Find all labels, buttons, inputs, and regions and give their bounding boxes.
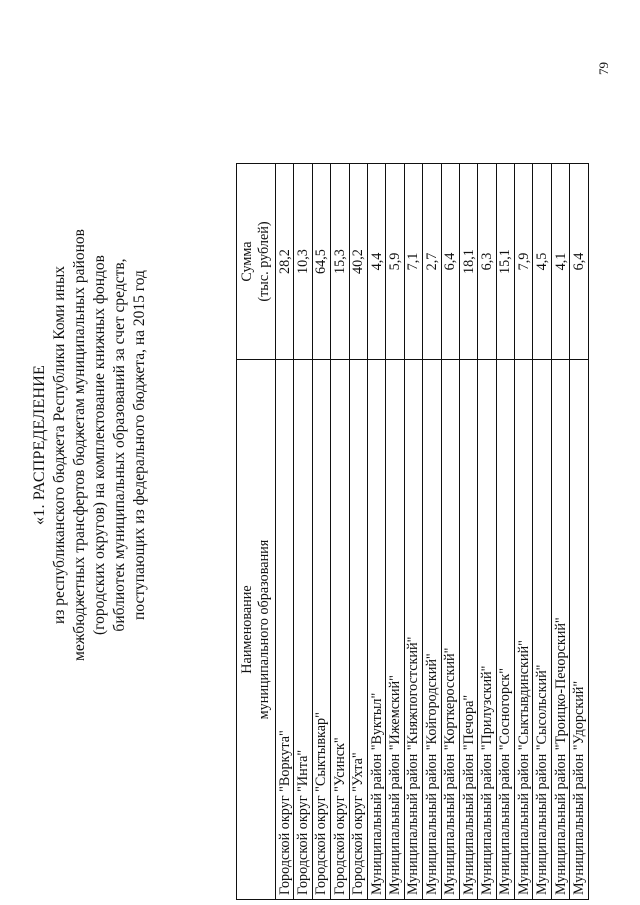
- amount-value: 40,2: [349, 164, 367, 360]
- municipality-name: Муниципальный район "Корткеросский": [441, 360, 459, 900]
- table-row: [276, 164, 294, 900]
- municipality-name: Муниципальный район "Троицко-Печорский": [551, 360, 569, 900]
- amount-value: 4,1: [551, 164, 569, 360]
- municipality-name: Муниципальный район "Княжпогостский": [404, 360, 422, 900]
- amount-value: 10,3: [294, 164, 312, 360]
- table-header-row: [237, 164, 276, 900]
- municipality-name: Муниципальный район "Койгородский": [423, 360, 441, 900]
- table-row: [404, 164, 422, 900]
- table-body: [276, 164, 589, 900]
- table-row: [367, 164, 385, 900]
- amount-value: 2,7: [423, 164, 441, 360]
- document-heading: [30, 135, 150, 755]
- heading-line: библиотек муниципальных образований за счет средств,: [111, 258, 128, 632]
- heading-line: (городских округов) на комплектование книжных фондов: [91, 255, 108, 635]
- table-row: [515, 164, 533, 900]
- municipality-name: Муниципальный район "Удорский": [570, 360, 588, 900]
- amount-value: 18,1: [459, 164, 477, 360]
- municipality-name: Муниципальный район "Сосногорск": [496, 360, 514, 900]
- column-header-sum: [237, 164, 276, 360]
- amount-value: 15,1: [496, 164, 514, 360]
- heading-line: из республиканского бюджета Республики Коми иных: [51, 265, 68, 625]
- table-row: [423, 164, 441, 900]
- municipality-name: Муниципальный район "Прилузский": [478, 360, 496, 900]
- amount-value: 6,4: [570, 164, 588, 360]
- municipality-name: Городской округ "Инта": [294, 360, 312, 900]
- amount-value: 6,3: [478, 164, 496, 360]
- column-header-sum-line2: (тыс. рублей): [256, 221, 272, 302]
- table-row: [459, 164, 477, 900]
- heading-title: «1. РАСПРЕДЕЛЕНИЕ: [31, 365, 48, 525]
- table-row: [386, 164, 404, 900]
- amount-value: 4,5: [533, 164, 551, 360]
- municipality-name: Городской округ "Сыктывкар": [312, 360, 330, 900]
- column-header-sum-line1: Сумма: [239, 241, 255, 282]
- table-row: [478, 164, 496, 900]
- table-row: [441, 164, 459, 900]
- amount-value: 7,1: [404, 164, 422, 360]
- municipality-name: Муниципальный район "Сыктывдинский": [515, 360, 533, 900]
- table-row: [496, 164, 514, 900]
- column-header-name: [237, 360, 276, 900]
- table-row: [331, 164, 349, 900]
- municipality-name: Муниципальный район "Ижемский": [386, 360, 404, 900]
- column-header-name-line1: Наименование: [239, 585, 255, 674]
- municipality-name: Городской округ "Усинск": [331, 360, 349, 900]
- amount-value: 15,3: [331, 164, 349, 360]
- heading-line: поступающих из федерального бюджета, на 2015 год: [131, 270, 148, 620]
- municipality-name: Муниципальный район "Печора": [459, 360, 477, 900]
- municipality-name: Городской округ "Ухта": [349, 360, 367, 900]
- amount-value: 5,9: [386, 164, 404, 360]
- allocation-table: [236, 163, 589, 900]
- amount-value: 64,5: [312, 164, 330, 360]
- amount-value: 7,9: [515, 164, 533, 360]
- amount-value: 6,4: [441, 164, 459, 360]
- amount-value: 4,4: [367, 164, 385, 360]
- heading-line: межбюджетных трансфертов бюджетам муниципальных районов: [71, 229, 88, 661]
- municipality-name: Муниципальный район "Вуктыл": [367, 360, 385, 900]
- page-number: 79: [596, 62, 611, 75]
- table-row: [294, 164, 312, 900]
- table-row: [570, 164, 588, 900]
- column-header-name-line2: муниципального образования: [256, 539, 272, 720]
- table-row: [349, 164, 367, 900]
- table-row: [551, 164, 569, 900]
- municipality-name: Муниципальный район "Сысольский": [533, 360, 551, 900]
- table-row: [312, 164, 330, 900]
- municipality-name: Городской округ "Воркута": [276, 360, 294, 900]
- table-row: [533, 164, 551, 900]
- amount-value: 28,2: [276, 164, 294, 360]
